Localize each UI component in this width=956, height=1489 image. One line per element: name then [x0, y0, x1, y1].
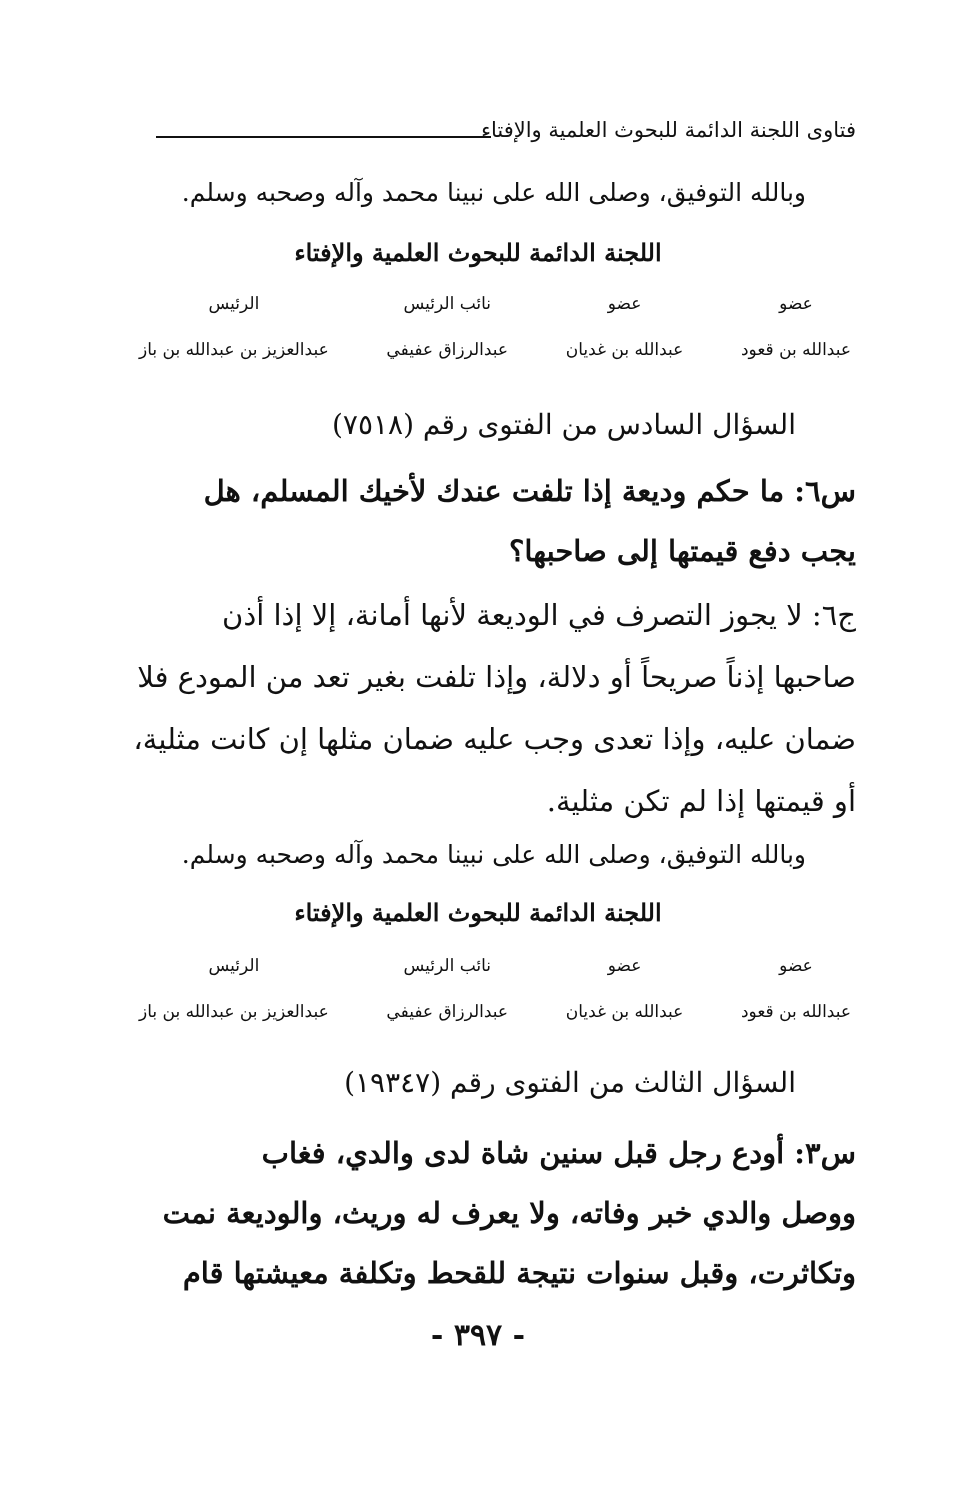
question-line: يجب دفع قيمتها إلى صاحبها؟: [509, 534, 856, 568]
question-line: ووصل والدي خبر وفاته، ولا يعرف له وريث، والوديعة نمت: [162, 1196, 856, 1230]
committee-name: اللجنة الدائمة للبحوث العلمية والإفتاء: [294, 238, 662, 267]
answer-line: أو قيمتها إذا لم تكن مثلية.: [546, 784, 856, 818]
closing-line: وبالله التوفيق، وصلى الله على نبينا محمد وآله وصحبه وسلم.: [181, 840, 806, 869]
question-line: س٣: أودع رجل قبل سنين شاة لدى والدي، فغاب: [261, 1136, 856, 1170]
signatures-block: [139, 956, 851, 1022]
signatory-role: عضو: [607, 956, 642, 976]
signatory-role: نائب الرئيس: [403, 956, 492, 976]
signatory-role: نائب الرئيس: [403, 294, 492, 314]
signatory: [566, 294, 684, 360]
answer-line: ضمان عليه، وإذا تعدى وجب عليه ضمان مثلها إن كانت مثلية،: [133, 722, 856, 756]
answer-line: صاحبها إذناً صريحاً أو دلالة، وإذا تلفت بغير تعد من المودع فلا: [137, 660, 856, 694]
running-header: [126, 118, 856, 158]
signatory: [741, 956, 851, 1022]
signatory-name: عبدالعزيز بن عبدالله بن باز: [139, 340, 329, 360]
signatory: [741, 294, 851, 360]
signatory: [139, 294, 329, 360]
question-line: س٦: ما حكم وديعة إذا تلفت عندك لأخيك المسلم، هل: [203, 474, 856, 508]
fatwa-heading: السؤال الثالث من الفتوى رقم (١٩٣٤٧): [344, 1066, 796, 1099]
page-number: - ٣٩٧ -: [430, 1318, 526, 1353]
signatory-role: عضو: [607, 294, 642, 314]
signatory: [386, 294, 508, 360]
signatory: [386, 956, 508, 1022]
signatory-name: عبدالرزاق عفيفي: [386, 340, 509, 360]
signatory-role: الرئيس: [208, 294, 260, 314]
signatory-role: عضو: [779, 956, 813, 976]
signatory-name: عبدالرزاق عفيفي: [386, 1002, 509, 1022]
signatory: [139, 956, 329, 1022]
header-rule: [156, 136, 491, 138]
signatory-name: عبدالله بن غديان: [565, 1002, 684, 1022]
signatory-role: عضو: [779, 294, 813, 314]
signatory-name: عبدالله بن قعود: [740, 340, 851, 360]
signatory-name: عبدالله بن قعود: [740, 1002, 851, 1022]
signatory-role: الرئيس: [208, 956, 260, 976]
signatory: [566, 956, 684, 1022]
fatwa-heading: السؤال السادس من الفتوى رقم (٧٥١٨): [331, 408, 796, 441]
committee-name: اللجنة الدائمة للبحوث العلمية والإفتاء: [294, 898, 662, 927]
signatory-name: عبدالعزيز بن عبدالله بن باز: [139, 1002, 329, 1022]
signatures-block: [139, 294, 851, 360]
answer-line: ج٦: لا يجوز التصرف في الوديعة لأنها أمانة، إلا إذا أذن: [222, 598, 856, 632]
header-title: فتاوى اللجنة الدائمة للبحوث العلمية والإفتاء: [481, 118, 856, 142]
question-line: وتكاثرت، وقبل سنوات نتيجة للقحط وتكلفة معيشتها قام: [182, 1256, 856, 1290]
closing-line: وبالله التوفيق، وصلى الله على نبينا محمد وآله وصحبه وسلم.: [181, 178, 806, 207]
signatory-name: عبدالله بن غديان: [565, 340, 684, 360]
